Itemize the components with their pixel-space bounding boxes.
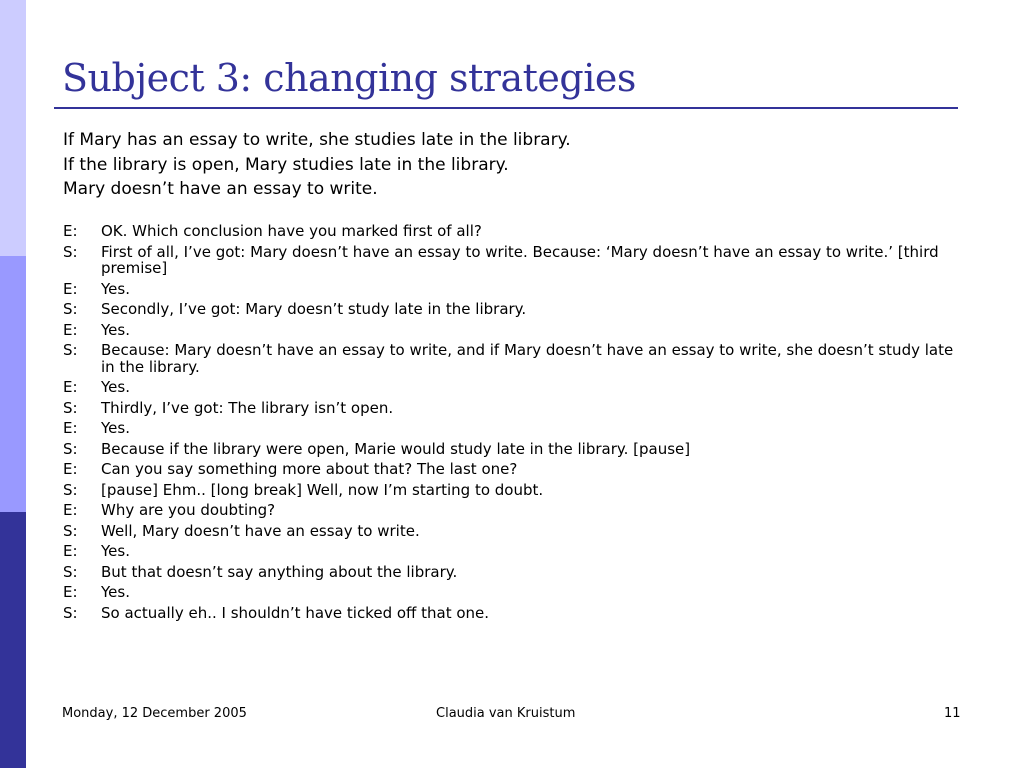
speaker-label: S:: [63, 521, 78, 540]
speaker-label: E:: [63, 222, 78, 240]
turn-text: Can you say something more about that? The last one?: [101, 460, 518, 478]
turn-text: Why are you doubting?: [101, 501, 276, 519]
speaker-label: E:: [63, 583, 78, 601]
speaker-label: S:: [63, 439, 78, 458]
dialogue-turn: [63, 605, 963, 622]
speaker-label: S:: [63, 242, 78, 261]
dialogue-turn: [63, 223, 963, 240]
dialogue-turn: [63, 281, 963, 298]
turn-text: Well, Mary doesn’t have an essay to write.: [101, 521, 420, 540]
side-bar-mid: [0, 256, 26, 512]
dialogue-turn: [63, 322, 963, 339]
dialogue-turn: [63, 244, 963, 277]
turn-text: Yes.: [101, 583, 130, 601]
turn-text: First of all, I’ve got: Mary doesn’t have an essay to write. Because: ‘Mary doesn’t have an essay to write.’ [third premise]: [101, 242, 939, 277]
dialogue-turn: [63, 523, 963, 540]
turn-text: Yes.: [101, 320, 130, 339]
dialogue-turn: [63, 482, 963, 499]
footer-date: Monday, 12 December 2005: [62, 706, 247, 721]
dialogue-turn: [63, 461, 963, 478]
side-bar-dark: [0, 512, 26, 768]
premise-3: Mary doesn’t have an essay to write.: [63, 179, 378, 199]
speaker-label: E:: [63, 501, 78, 519]
dialogue-transcript: [63, 223, 963, 625]
premise-2: If the library is open, Mary studies late in the library.: [63, 154, 509, 175]
speaker-label: S:: [63, 603, 78, 622]
turn-text: Yes.: [101, 542, 130, 560]
footer-author: Claudia van Kruistum: [436, 706, 576, 721]
dialogue-turn: [63, 441, 963, 458]
speaker-label: E:: [63, 279, 78, 298]
speaker-label: E:: [63, 320, 78, 339]
speaker-label: S:: [63, 398, 78, 417]
speaker-label: S:: [63, 562, 78, 581]
slide-title: Subject 3: changing strategies: [62, 56, 636, 100]
dialogue-turn: [63, 502, 963, 519]
turn-text: OK. Which conclusion have you marked first of all?: [101, 222, 482, 240]
turn-text: Secondly, I’ve got: Mary doesn’t study late in the library.: [101, 300, 527, 318]
dialogue-turn: [63, 420, 963, 437]
turn-text: Thirdly, I’ve got: The library isn’t open.: [101, 398, 394, 417]
turn-text: [pause] Ehm.. [long break] Well, now I’m starting to doubt.: [101, 480, 544, 499]
footer-page-number: 11: [944, 706, 961, 721]
turn-text: Because: Mary doesn’t have an essay to write, and if Mary doesn’t have an essay to write, she doesn’t study late in the library.: [101, 341, 954, 376]
speaker-label: E:: [63, 378, 78, 396]
speaker-label: E:: [63, 460, 78, 478]
dialogue-turn: [63, 564, 963, 581]
dialogue-turn: [63, 543, 963, 560]
dialogue-turn: [63, 584, 963, 601]
premises-list: [63, 128, 963, 202]
dialogue-turn: [63, 379, 963, 396]
premise-1: If Mary has an essay to write, she studies late in the library.: [63, 130, 571, 150]
dialogue-turn: [63, 400, 963, 417]
speaker-label: E:: [63, 542, 78, 560]
turn-text: So actually eh.. I shouldn’t have ticked off that one.: [101, 603, 490, 622]
dialogue-turn: [63, 301, 963, 318]
title-divider: [54, 107, 958, 109]
side-bar-light: [0, 0, 26, 256]
turn-text: Because if the library were open, Marie would study late in the library. [pause]: [101, 439, 691, 458]
speaker-label: E:: [63, 419, 78, 437]
turn-text: But that doesn’t say anything about the library.: [101, 562, 458, 581]
speaker-label: S:: [63, 300, 78, 318]
dialogue-turn: [63, 342, 963, 375]
turn-text: Yes.: [101, 378, 130, 396]
turn-text: Yes.: [101, 279, 130, 298]
turn-text: Yes.: [101, 419, 130, 437]
speaker-label: S:: [63, 480, 78, 499]
speaker-label: S:: [63, 341, 78, 359]
